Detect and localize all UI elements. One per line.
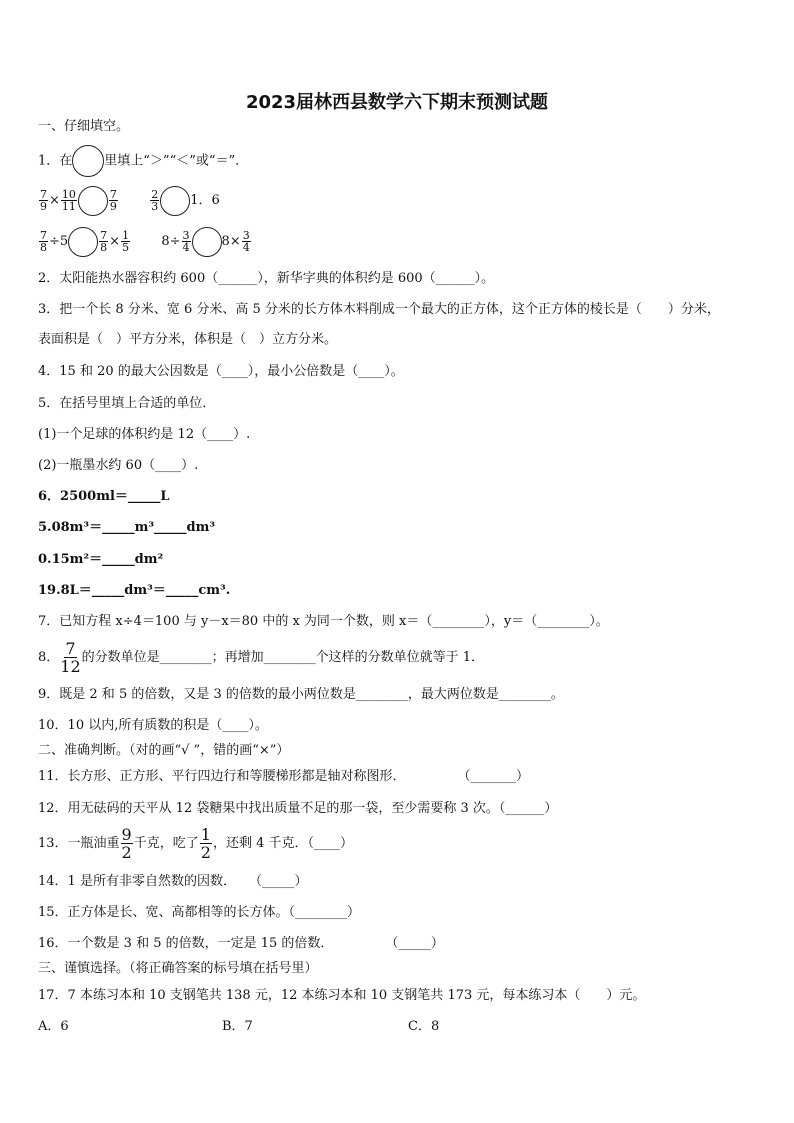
question-5-part-2: (2)一瓶墨水约 60（____）. — [38, 458, 199, 473]
question-5: 5．在括号里填上合适的单位． — [38, 396, 216, 411]
question-6-part-3: 19.8L＝_____dm³＝_____cm³. — [38, 583, 231, 598]
question-4: 4．15 和 20 的最大公因数是（____），最小公倍数是（____）。 — [38, 364, 404, 379]
section-3-heading: 三、谨慎选择。（将正确答案的标号填在括号里） — [38, 961, 318, 976]
section-2-heading: 二、准确判断。（对的画“√ ”，错的画“×”） — [38, 743, 290, 758]
question-1 — [38, 145, 248, 177]
q1-text-b: 里填上“＞”“＜”或“＝”． — [104, 153, 249, 169]
question-14: 14．1 是所有非零自然数的因数． （_____） — [38, 874, 308, 889]
question-2: 2．太阳能热水器容积约 600（______），新华字典的体积约是 600（______）。 — [38, 271, 495, 286]
operator: × — [49, 193, 60, 208]
q13-text-c: ，还剩 4 千克．（____） — [212, 836, 353, 851]
fraction: $\frac{10}{11}$ — [61, 188, 76, 213]
question-11: 11．长方形、正方形、平行四边行和等腰梯形都是轴对称图形． （_______） — [38, 769, 530, 784]
operator: × — [109, 234, 121, 249]
fraction: $\frac{7}{9}$ — [109, 188, 117, 213]
fraction: $\frac{1}{2}$ — [200, 825, 211, 862]
page-title: 2023届林西县数学六下期末预测试题 — [245, 92, 549, 113]
value-text: 8× — [221, 234, 241, 249]
question-16: 16．一个数是 3 和 5 的倍数，一定是 15 的倍数． （_____） — [38, 936, 444, 951]
fraction: $\frac{7}{9}$ — [40, 188, 47, 213]
question-13 — [38, 826, 353, 862]
fraction: $\frac{7}{12}$ — [60, 639, 81, 676]
answer-circle — [72, 145, 104, 177]
question-12: 12．用无砝码的天平从 12 袋糖果中找出质量不足的那一袋，至少需要称 3 次。（______） — [38, 801, 558, 816]
question-10: 10．10 以内,所有质数的积是（____）。 — [38, 718, 268, 733]
fraction: $\frac{9}{2}$ — [121, 825, 132, 862]
fraction: $\frac{7}{8}$ — [40, 229, 47, 254]
fraction: $\frac{1}{5}$ — [122, 229, 130, 254]
q13-text-b: 千克，吃了 — [133, 836, 199, 851]
question-3-line-2: 表面积是（ ）平方分米，体积是（ ）立方分米。 — [38, 332, 338, 347]
question-8 — [38, 638, 484, 678]
answer-circle — [160, 186, 190, 216]
question-6: 6．2500ml＝_____L — [38, 489, 170, 504]
question-6-part-1: 5.08m³＝_____m³_____dm³ — [38, 520, 216, 535]
value-text: 1．6 — [190, 193, 220, 208]
answer-circle — [192, 227, 222, 257]
question-9: 9．既是 2 和 5 的倍数，又是 3 的倍数的最小两位数是________，最大两位数是________。 — [38, 687, 564, 702]
question-1-row-2 — [38, 226, 252, 258]
operator: ÷5 — [49, 234, 69, 249]
question-5-part-1: (1)一个足球的体积约是 12（____）. — [38, 427, 251, 442]
q1-text-a: 1．在 — [38, 153, 73, 169]
question-1-row-1 — [38, 185, 220, 217]
q8-text: 的分数单位是________；再增加________个这样的分数单位就等于 1． — [81, 650, 485, 665]
section-1-heading: 一、仔细填空。 — [38, 119, 130, 134]
value-text: 8÷ — [161, 234, 181, 249]
fraction: $\frac{2}{3}$ — [151, 188, 159, 213]
option-b: B．7 — [222, 1019, 253, 1034]
answer-circle — [78, 186, 108, 216]
q8-number: 8． — [38, 650, 60, 665]
fraction: $\frac{3}{4}$ — [182, 229, 190, 254]
question-15: 15．正方体是长、宽、高都相等的长方体。（________） — [38, 905, 361, 920]
fraction: $\frac{3}{4}$ — [242, 229, 250, 254]
question-3-line-1: 3．把一个长 8 分米、宽 6 分米、高 5 分米的长方体木料削成一个最大的正方体，这个正方体的棱长是（ ）分米， — [38, 302, 720, 317]
option-c: C．8 — [408, 1019, 440, 1034]
question-17: 17．7 本练习本和 10 支钢笔共 138 元，12 本练习本和 10 支钢笔共 173 元，每本练习本（ ）元。 — [38, 988, 646, 1003]
fraction: $\frac{7}{8}$ — [100, 229, 108, 254]
question-7: 7．已知方程 x÷4＝100 与 y－x＝80 中的 x 为同一个数，则 x＝（________），y＝（________）。 — [38, 614, 609, 629]
option-a: A．6 — [38, 1019, 69, 1034]
answer-circle — [68, 227, 98, 257]
q13-text-a: 13．一瓶油重 — [38, 836, 120, 851]
question-6-part-2: 0.15m²＝_____dm² — [38, 552, 164, 567]
